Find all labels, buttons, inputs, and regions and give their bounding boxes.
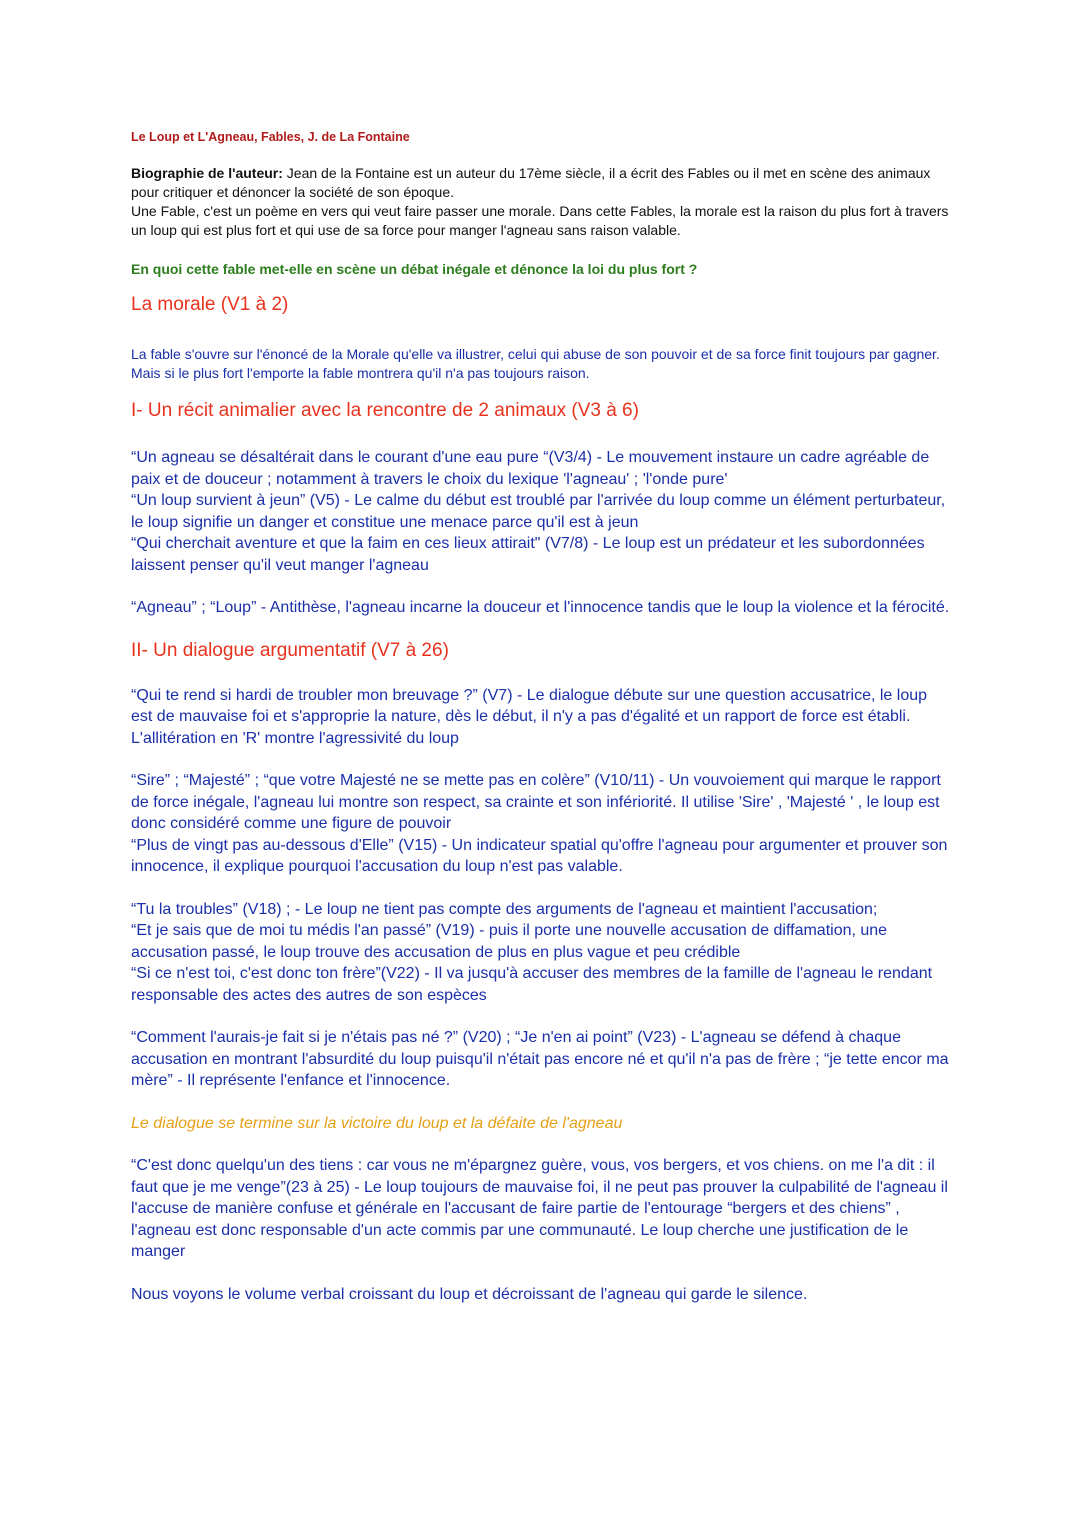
section-1-paragraph (131, 447, 951, 576)
section-2-line: “Si ce n'est toi, c'est donc ton frère”(V22) - Il va jusqu'à accuser des membres de la famille de l'agneau le rendant responsable des actes des autres de son espèces (131, 965, 933, 1004)
section-morale-heading: La morale (V1 à 2) (131, 294, 289, 315)
section-1-line: “Un loup survient à jeun” (V5) - Le calme du début est troublé par l'arrivée du loup comme un élément perturbateur, le loup signifie un danger et constitue une menace parce qu'il est à jeun (131, 492, 946, 531)
biography-text: Jean de la Fontaine est un auteur du 17ème siècle, il a écrit des Fables ou il met en scène des animaux pour critiquer et dénoncer la société de son époque. (131, 165, 931, 200)
section-2-line: “Plus de vingt pas au-dessous d'Elle” (V15) - Un indicateur spatial qu'offre l'agneau pour argumenter et prouver son innocence, il explique pourquoi l'accusation du loup n'est pas valable. (131, 836, 948, 875)
section-2-heading: II- Un dialogue argumentatif (V7 à 26) (131, 639, 449, 661)
problematic-question: En quoi cette fable met-elle en scène un débat inégale et dénonce la loi du plus fort ? (131, 261, 698, 277)
section-2-paragraph-6: Nous voyons le volume verbal croissant du loup et décroissant de l'agneau qui garde le silence. (131, 1285, 808, 1303)
section-2-paragraph-5: “C'est donc quelqu'un des tiens : car vous ne m'épargnez guère, vous, vos bergers, et vos chiens. on me l'a dit : il faut que je me venge”(23 à 25) - Le loup toujours de mauvaise foi, il ne peut pas prouver la culpabilité de l'agneau il l'accuse de manière confuse et générale en l'accusant de faire partie de l'entourage “bergers et des chiens” , l'agneau est donc responsable d'un acte commis par une communauté. Le loup cherche une justification de le manger (131, 1157, 948, 1260)
section-2-line: “Et je sais que de moi tu médis l'an passé” (V19) - puis il porte une nouvelle accusation de diffamation, une accusation passé, le loup trouve des accusation de plus en plus vague et peu crédible (131, 922, 888, 961)
fable-definition-text: Une Fable, c'est un poème en vers qui veut faire passer une morale. Dans cette Fables, la morale est la raison du plus fort à travers un loup qui est plus fort et qui use de sa force pour manger l'agneau sans raison valable. (131, 203, 949, 238)
section-2-line: “Sire” ; “Majesté” ; “que votre Majesté ne se mette pas en colère” (V10/11) - Un vouvoiement qui marque le rapport de force inégale, l'agneau lui montre son respect, sa crainte et son infériorité. Il utilise 'Sire' , 'Majesté ' , le loup est donc considéré comme une figure de pouvoir (131, 772, 941, 832)
biography-label: Biographie de l'auteur: (131, 165, 283, 181)
section-1-antithesis: “Agneau” ; “Loup” - Antithèse, l'agneau incarne la douceur et l'innocence tandis que le loup la violence et la férocité. (131, 599, 950, 616)
section-morale-text: La fable s'ouvre sur l'énoncé de la Morale qu'elle va illustrer, celui qui abuse de son pouvoir et de sa force finit toujours par gagner. Mais si le plus fort l'emporte la fable montrera qu'il n'a pas toujours raison. (131, 346, 940, 381)
section-2-paragraph-4: “Comment l'aurais-je fait si je n'étais pas né ?” (V20) ; “Je n'en ai point” (V23) - L'agneau se défend à chaque accusation en montrant l'absurdité du loup puisqu'il n'était pas encore né et qu'il n'a pas de frère ; “je tette encor ma mère” - Il représente l'enfance et l'innocence. (131, 1029, 949, 1089)
section-1-line: “Qui cherchait aventure et que la faim en ces lieux attirait" (V7/8) - Le loup est un prédateur et les subordonnées laissent penser qu'il veut manger l'agneau (131, 535, 925, 574)
section-1-line: “Un agneau se désaltérait dans le courant d'une eau pure “(V3/4) - Le mouvement instaure un cadre agréable de paix et de douceur ; notamment à travers le choix du lexique 'l'agneau' ; 'l'onde pure' (131, 449, 930, 488)
section-2-paragraph-2 (131, 770, 951, 878)
biography-paragraph (131, 164, 951, 240)
section-2-paragraph-1: “Qui te rend si hardi de troubler mon breuvage ?” (V7) - Le dialogue débute sur une question accusatrice, le loup est de mauvaise foi et s'approprie la nature, dès le début, il n'y a pas d'égalité et un rapport de force est établi. L'allitération en 'R' montre l'agressivité du loup (131, 686, 928, 747)
section-2-transition: Le dialogue se termine sur la victoire du loup et la défaite de l'agneau (131, 1114, 623, 1132)
section-2-line: “Tu la troubles” (V18) ; - Le loup ne tient pas compte des arguments de l'agneau et maintient l'accusation; (131, 900, 878, 918)
document-title: Le Loup et L'Agneau, Fables, J. de La Fontaine (131, 130, 410, 144)
section-1-heading: I- Un récit animalier avec la rencontre de 2 animaux (V3 à 6) (131, 400, 639, 421)
section-2-paragraph-3 (131, 899, 951, 1007)
document-content (131, 128, 951, 1305)
